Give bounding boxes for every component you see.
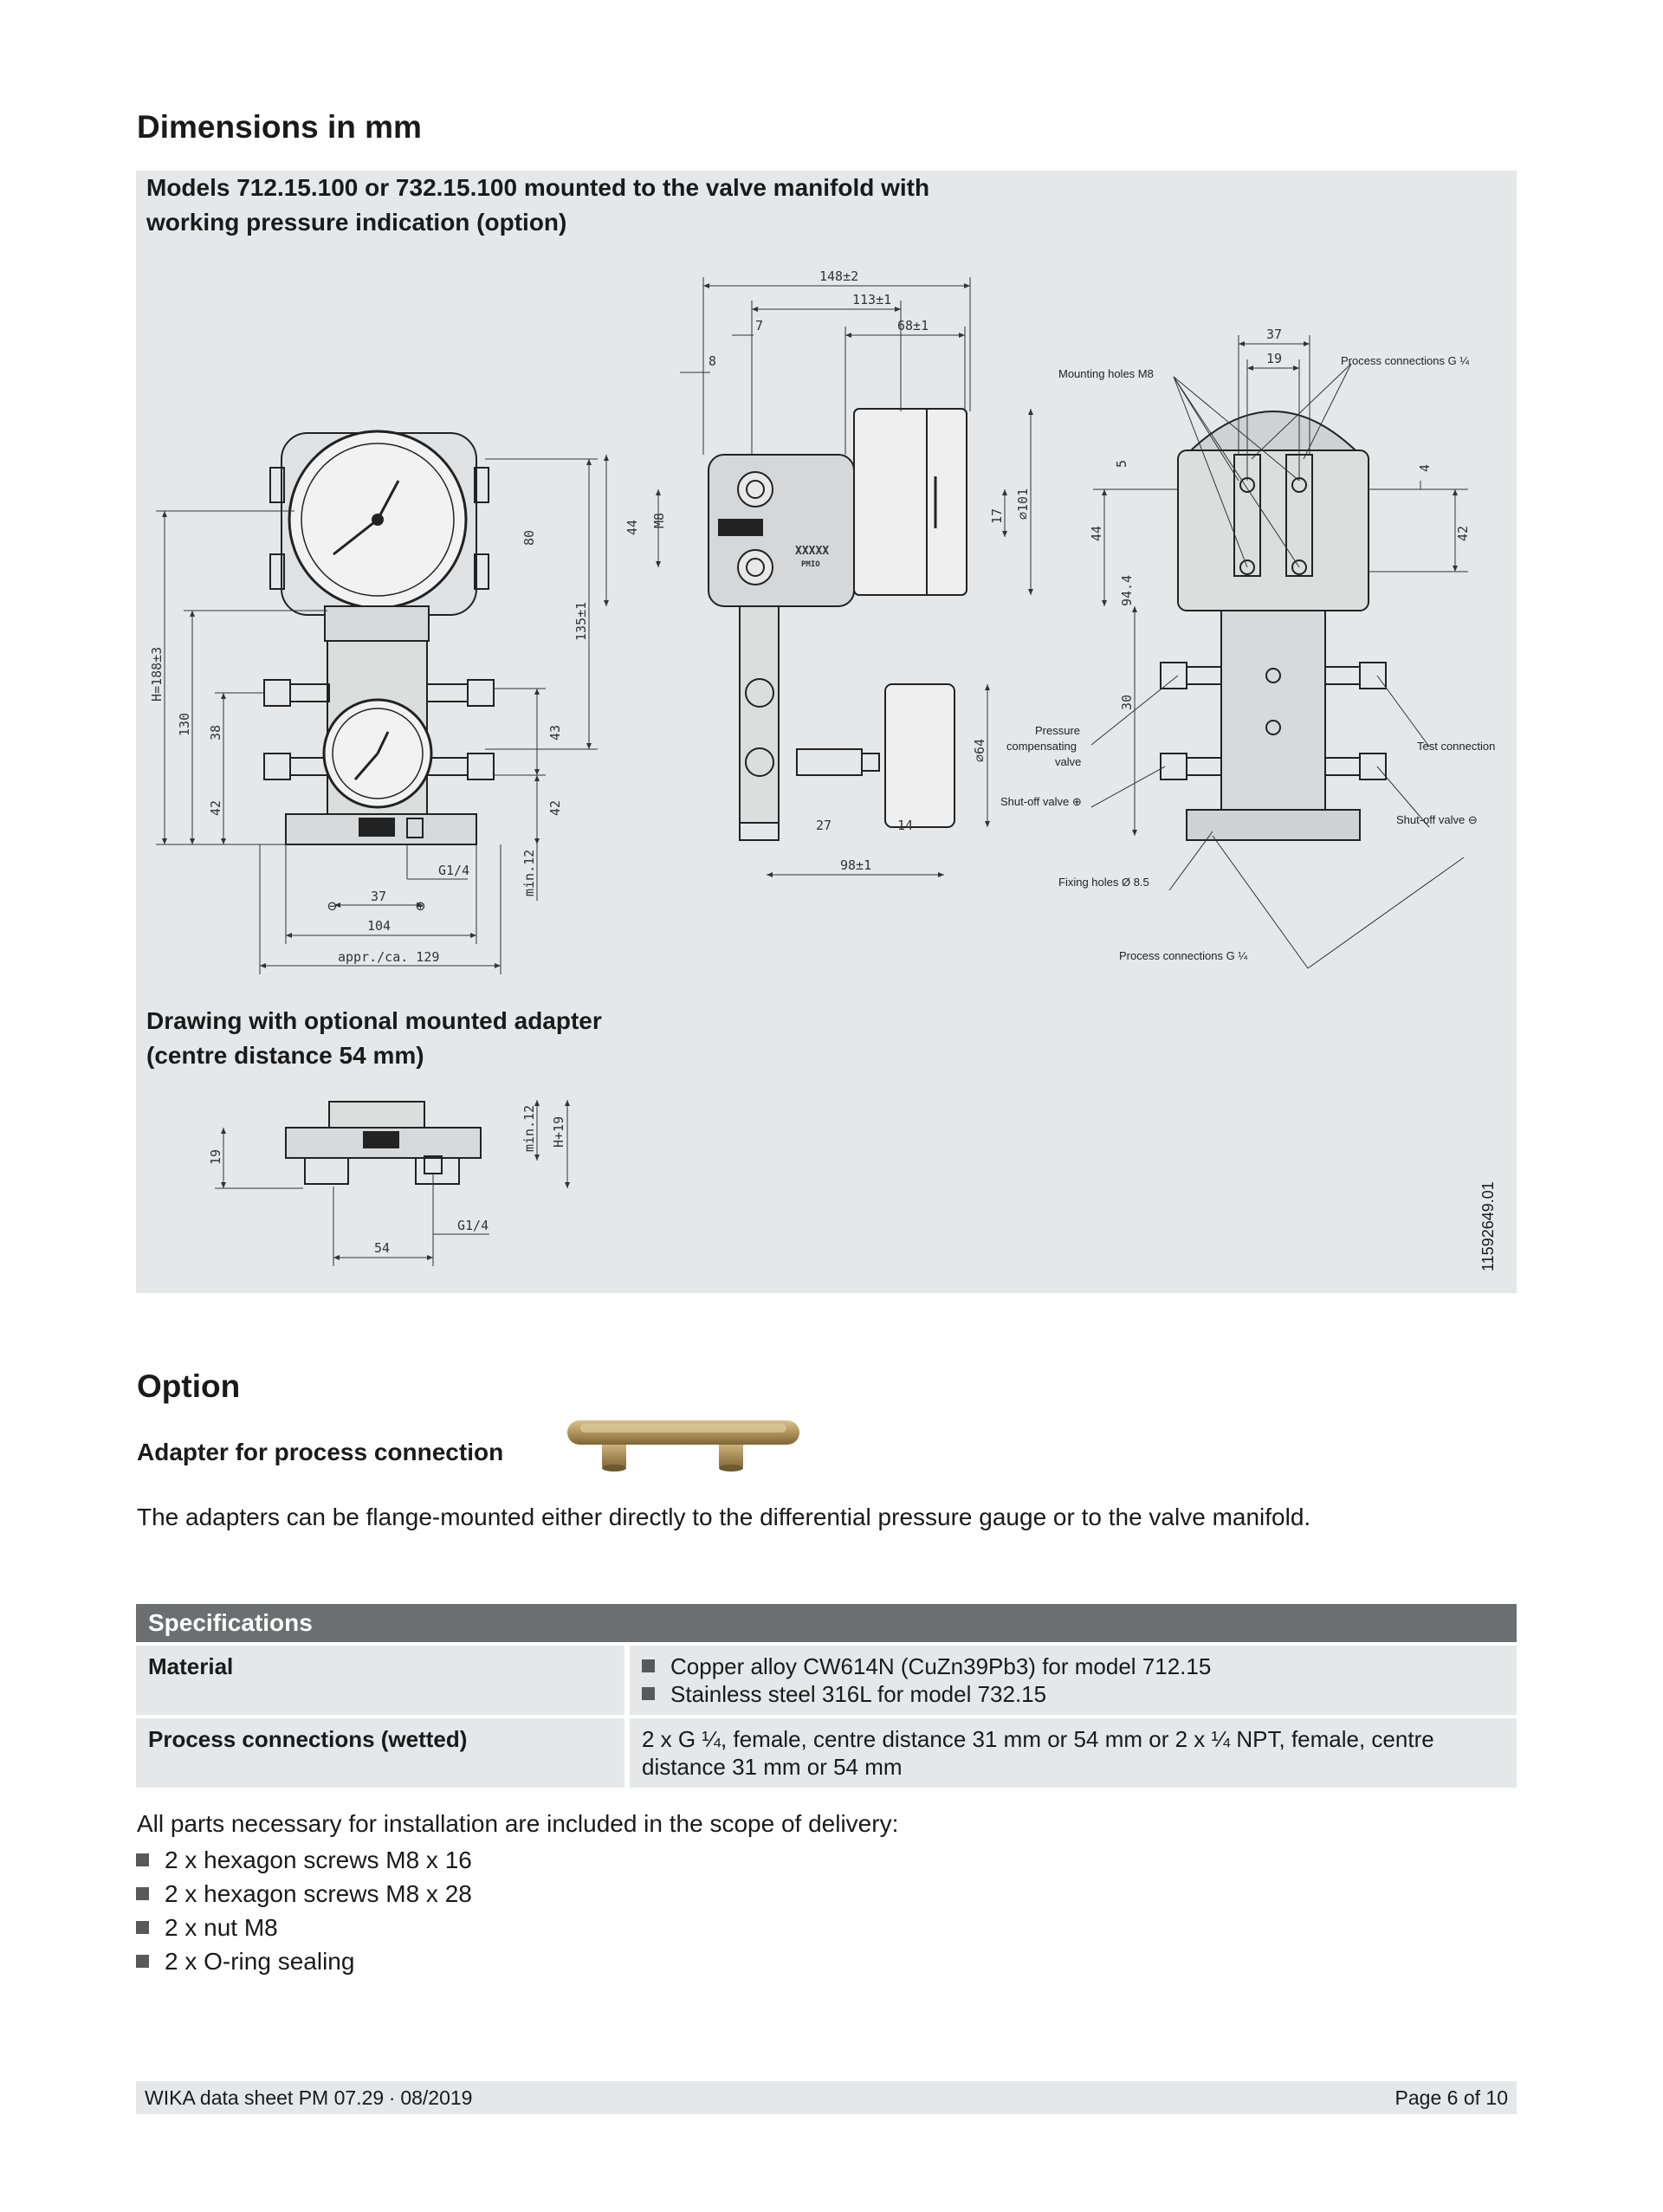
delivery-item: 2 x hexagon screws M8 x 28 bbox=[165, 1880, 472, 1907]
material-label: Material bbox=[136, 1642, 630, 1715]
delivery-item: 2 x nut M8 bbox=[165, 1914, 278, 1941]
list-item bbox=[136, 1843, 472, 1877]
minus-symbol: ⊖ bbox=[327, 897, 337, 915]
dim-148: 148±2 bbox=[819, 268, 859, 284]
side-view bbox=[709, 409, 967, 840]
dim-19-adapter: 19 bbox=[208, 1148, 223, 1165]
caption-line: Drawing with optional mounted adapter bbox=[146, 1007, 602, 1034]
brand-small: PMIO bbox=[801, 560, 820, 569]
list-item bbox=[136, 1944, 472, 1978]
pressure-comp-label-1: Pressure bbox=[1035, 724, 1081, 737]
adapter-photo bbox=[563, 1413, 806, 1474]
list-item bbox=[136, 1877, 472, 1911]
list-item bbox=[136, 1911, 472, 1944]
test-connection-label: Test connection bbox=[1417, 740, 1496, 753]
dim-m8: M8 bbox=[651, 512, 667, 528]
dim-37-rear: 37 bbox=[1266, 327, 1283, 342]
dim-38: 38 bbox=[208, 724, 223, 741]
dim-130: 130 bbox=[177, 712, 192, 736]
dim-g14: G1/4 bbox=[438, 863, 470, 878]
adapter-view bbox=[286, 1102, 481, 1184]
plus-symbol: ⊕ bbox=[416, 897, 425, 915]
dim-101: ⌀101 bbox=[1015, 488, 1031, 520]
dim-4: 4 bbox=[1417, 463, 1433, 472]
dim-135: 135±1 bbox=[573, 601, 589, 641]
material-value: Stainless steel 316L for model 732.15 bbox=[670, 1681, 1047, 1707]
list-item bbox=[642, 1653, 1504, 1680]
dim-54: 54 bbox=[374, 1240, 391, 1256]
dim-43: 43 bbox=[547, 724, 563, 741]
dim-94: 94.4 bbox=[1119, 574, 1135, 606]
bullet-square-icon bbox=[642, 1659, 655, 1672]
process-conn-top-label: Process connections G ¼ bbox=[1341, 354, 1470, 367]
option-heading: Option bbox=[137, 1368, 241, 1404]
bullet-square-icon bbox=[136, 1853, 149, 1866]
dim-37: 37 bbox=[371, 889, 387, 904]
dim-14: 14 bbox=[897, 818, 914, 833]
process-connections-label: Process connections (wetted) bbox=[136, 1715, 630, 1788]
dim-42b: 42 bbox=[547, 799, 563, 816]
bullet-square-icon bbox=[642, 1687, 655, 1700]
bullet-square-icon bbox=[136, 1921, 149, 1934]
specifications-table bbox=[136, 1604, 1517, 1788]
material-value: Copper alloy CW614N (CuZn39Pb3) for model 712.15 bbox=[670, 1653, 1212, 1679]
dim-7: 7 bbox=[755, 318, 764, 333]
dim-27: 27 bbox=[816, 818, 832, 833]
delivery-item: 2 x O-ring sealing bbox=[165, 1948, 355, 1975]
dim-64: ⌀64 bbox=[972, 738, 987, 762]
table-row bbox=[136, 1642, 1517, 1715]
brand-text: XXXXX bbox=[795, 545, 830, 558]
footer-page-number: Page 6 of 10 bbox=[1394, 2086, 1508, 2109]
process-conn-bottom-label: Process connections G ¼ bbox=[1119, 949, 1248, 962]
delivery-item: 2 x hexagon screws M8 x 16 bbox=[165, 1847, 472, 1873]
dim-17: 17 bbox=[989, 508, 1005, 524]
dim-19-rear: 19 bbox=[1266, 351, 1283, 366]
dim-68: 68±1 bbox=[897, 318, 929, 333]
list-item bbox=[642, 1680, 1504, 1708]
dim-44: 44 bbox=[624, 519, 640, 535]
footer-left: WIKA data sheet PM 07.29 ∙ 08/2019 bbox=[145, 2086, 473, 2109]
dim-min12: min.12 bbox=[521, 849, 537, 896]
dim-42a: 42 bbox=[208, 799, 223, 816]
process-connections-value: 2 x G ¼, female, centre distance 31 mm or 54 mm or 2 x ¼ NPT, female, centre distance 31 mm or 54 mm bbox=[630, 1715, 1517, 1788]
table-row bbox=[136, 1715, 1517, 1788]
bullet-square-icon bbox=[136, 1887, 149, 1900]
dim-80: 80 bbox=[521, 529, 537, 546]
pressure-comp-label-2: compensating bbox=[1006, 740, 1077, 753]
caption-line: working pressure indication (option) bbox=[146, 209, 567, 236]
dim-98: 98±1 bbox=[840, 857, 872, 873]
pressure-comp-label-3: valve bbox=[1055, 755, 1082, 768]
dimensions-heading: Dimensions in mm bbox=[137, 109, 422, 145]
front-view bbox=[264, 431, 494, 844]
dim-113: 113±1 bbox=[852, 292, 892, 307]
dim-104: 104 bbox=[367, 918, 391, 934]
adapter-label: Adapter for process connection bbox=[137, 1439, 504, 1465]
material-values bbox=[630, 1642, 1517, 1715]
drawing-id: 11592649.01 bbox=[1479, 1181, 1497, 1271]
caption-line: (centre distance 54 mm) bbox=[146, 1042, 424, 1069]
delivery-intro: All parts necessary for installation are included in the scope of delivery: bbox=[137, 1810, 899, 1837]
shutoff-plus-label: Shut-off valve ⊕ bbox=[1000, 795, 1082, 808]
rear-view bbox=[1161, 411, 1386, 840]
dim-129: appr./ca. 129 bbox=[338, 949, 440, 965]
dim-H: H=188±3 bbox=[149, 646, 165, 702]
dim-30: 30 bbox=[1119, 694, 1135, 710]
dim-8: 8 bbox=[709, 353, 717, 369]
delivery-list bbox=[136, 1843, 472, 1978]
dim-g14-adapter: G1/4 bbox=[457, 1218, 489, 1233]
dim-44-rear: 44 bbox=[1089, 525, 1104, 541]
caption-line: Models 712.15.100 or 732.15.100 mounted to the valve manifold with bbox=[146, 174, 930, 201]
shutoff-minus-label: Shut-off valve ⊖ bbox=[1396, 813, 1478, 826]
fixing-holes-label: Fixing holes Ø 8.5 bbox=[1058, 876, 1149, 889]
dim-min12-adapter: min.12 bbox=[521, 1104, 537, 1152]
dim-h19: H+19 bbox=[551, 1116, 566, 1148]
bullet-square-icon bbox=[136, 1955, 149, 1968]
page-footer bbox=[136, 2081, 1517, 2114]
option-description: The adapters can be flange-mounted either directly to the differential pressure gauge or to the valve manifold. bbox=[137, 1504, 1311, 1530]
specifications-header: Specifications bbox=[136, 1604, 1517, 1642]
dim-42-rear: 42 bbox=[1455, 525, 1471, 541]
mounting-holes-label: Mounting holes M8 bbox=[1058, 367, 1154, 380]
dim-5: 5 bbox=[1114, 459, 1129, 468]
